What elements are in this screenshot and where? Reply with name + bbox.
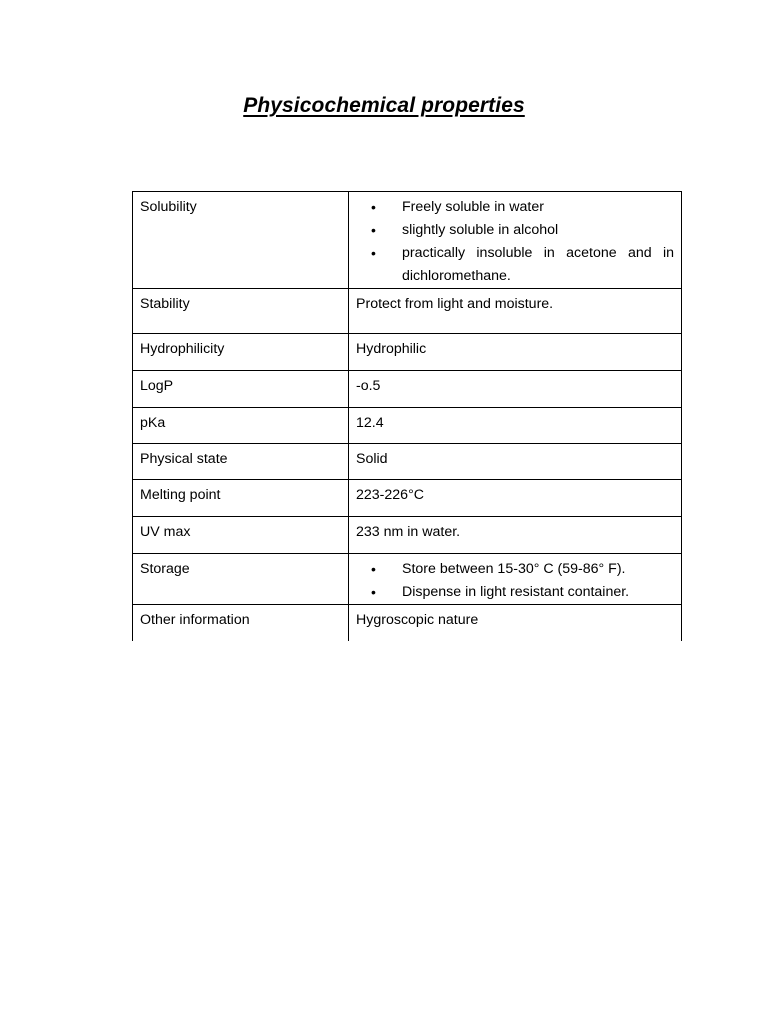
bullet-list (356, 558, 674, 604)
table-row (133, 554, 682, 605)
value-cell: 223-226°C (349, 480, 682, 517)
table-row (133, 444, 682, 480)
table-row (133, 408, 682, 444)
table-row (133, 192, 682, 289)
list-item: • slightly soluble in alcohol (356, 219, 674, 242)
property-cell: UV max (133, 517, 349, 554)
property-cell: Stability (133, 289, 349, 334)
property-cell: Melting point (133, 480, 349, 517)
list-item: • Freely soluble in water (356, 196, 674, 219)
value-cell (349, 554, 682, 605)
table-row (133, 289, 682, 334)
value-cell: 233 nm in water. (349, 517, 682, 554)
property-cell: pKa (133, 408, 349, 444)
property-cell: Storage (133, 554, 349, 605)
page-title: Physicochemical properties (243, 94, 525, 117)
value-cell: Solid (349, 444, 682, 480)
property-cell: Solubility (133, 192, 349, 289)
list-item: • Store between 15-30° C (59-86° F). (356, 558, 674, 581)
property-cell: Other information (133, 605, 349, 641)
table-row (133, 371, 682, 408)
property-cell: Physical state (133, 444, 349, 480)
property-cell: LogP (133, 371, 349, 408)
value-cell: Protect from light and moisture. (349, 289, 682, 334)
value-cell: Hygroscopic nature (349, 605, 682, 641)
property-cell: Hydrophilicity (133, 334, 349, 371)
value-cell: -o.5 (349, 371, 682, 408)
properties-table (132, 191, 682, 641)
table-row (133, 517, 682, 554)
list-item: • practically insoluble in acetone and in dichloromethane. (356, 242, 674, 288)
table-row (133, 480, 682, 517)
table-row (133, 605, 682, 641)
bullet-list (356, 196, 674, 288)
table-row (133, 334, 682, 371)
value-cell: 12.4 (349, 408, 682, 444)
value-cell: Hydrophilic (349, 334, 682, 371)
list-item: • Dispense in light resistant container. (356, 581, 674, 604)
value-cell (349, 192, 682, 289)
